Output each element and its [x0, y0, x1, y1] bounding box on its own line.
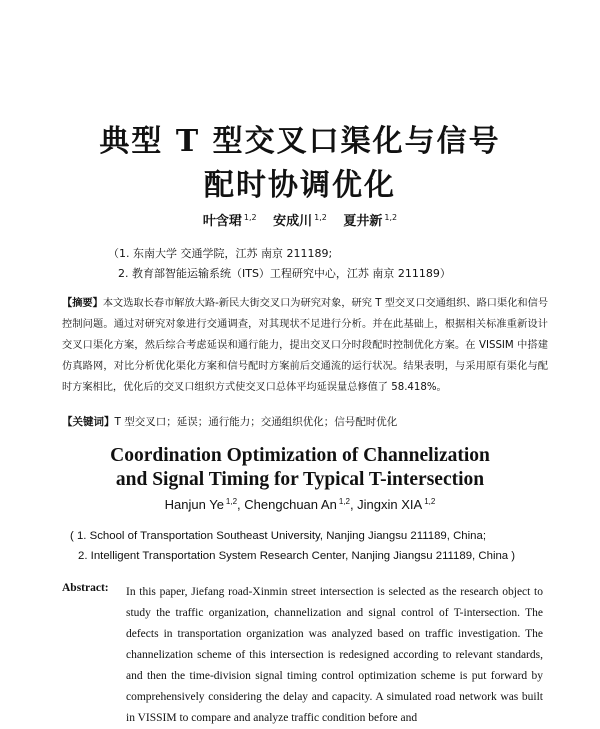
- affiliation-mark: 1,2: [225, 497, 238, 506]
- chinese-keywords: [62, 414, 548, 429]
- affiliation-mark: 1,2: [424, 497, 436, 506]
- chinese-keywords-label: 【关键词】: [62, 416, 115, 428]
- english-author: Hanjun Ye $^{1,2}$,: [164, 497, 245, 513]
- chinese-abstract-text: 本文选取长春市解放大路-新民大街交叉口为研究对象，研究 T 型交叉口交通组织、路口渠化和信号控制问题。通过对研究对象进行交通调查，对其现状不足进行分析。并在此基础上，根据相关标准重新设计交叉口渠化方案，然后综合考虑延误和通行能力，提出交叉口分时段配时控制优化方案。在 VISSIM 中搭建仿真路网，对比分析优化渠化方案和信号配时方案前后交通流的运行状况。结果表明，与采用原有渠化与配时方案相比，优化后的交叉口组织方式使交叉口总体平均延误量总修值了 58.418%。: [62, 298, 549, 393]
- english-affiliation-2: 2. Intelligent Transportation System Research Center, Nanjing Jiangsu 211189, China ): [78, 550, 516, 562]
- chinese-author: 安成川 $^{1,2}$: [273, 212, 327, 229]
- chinese-authors: [0, 210, 600, 229]
- english-title-line-2: and Signal Timing for Typical T-intersection: [115, 469, 485, 490]
- english-title-line-1: Coordination Optimization of Channelization: [110, 445, 490, 466]
- chinese-affiliation-1: （1. 东南大学 交通学院，江苏 南京 211189;: [108, 247, 333, 260]
- chinese-title-line-1: 典型 T 型交叉口渠化与信号: [99, 124, 501, 159]
- chinese-author: 叶含珺 $^{1,2}$: [202, 212, 257, 229]
- affiliation-mark: 1,2: [338, 497, 350, 506]
- affiliation-mark: 1,2: [243, 212, 257, 222]
- english-abstract-label: Abstract:: [62, 582, 109, 594]
- english-author: Chengchuan An $^{1,2}$,: [244, 497, 358, 513]
- chinese-author: 夏井新 $^{1,2}$: [343, 212, 398, 229]
- chinese-keywords-text: T 型交叉口；延误；通行能力；交通组织优化；信号配时优化: [114, 416, 398, 428]
- affiliation-mark: 1,2: [314, 212, 327, 222]
- english-authors: [0, 497, 600, 512]
- english-author: Jingxin XIA $^{1,2}$: [357, 497, 436, 513]
- chinese-abstract-label: 【摘要】: [62, 298, 103, 309]
- chinese-affiliation-2: 2. 教育部智能运输系统（ITS）工程研究中心，江苏 南京 211189）: [118, 267, 451, 280]
- chinese-title-line-2: 配时协调优化: [204, 168, 396, 203]
- chinese-abstract: [62, 293, 548, 398]
- affiliation-mark: 1,2: [384, 212, 398, 222]
- english-affiliation-1: ( 1. School of Transportation Southeast University, Nanjing Jiangsu 211189, China;: [70, 530, 486, 542]
- english-abstract-text: In this paper, Jiefang road-Xinmin street intersection is selected as the research object to study the traffic organization, channelization and signal control of T-intersection. The defects in transportation organization was analyzed based on traffic investigation. The channelization scheme of this intersection is redesigned according to relevant standards, and then the time-division signal timing control optimization scheme is put forward by comprehensively considering the delay and capacity. A simulated road network was built in VISSIM to compare and analyze traffic condition before and: [126, 586, 543, 724]
